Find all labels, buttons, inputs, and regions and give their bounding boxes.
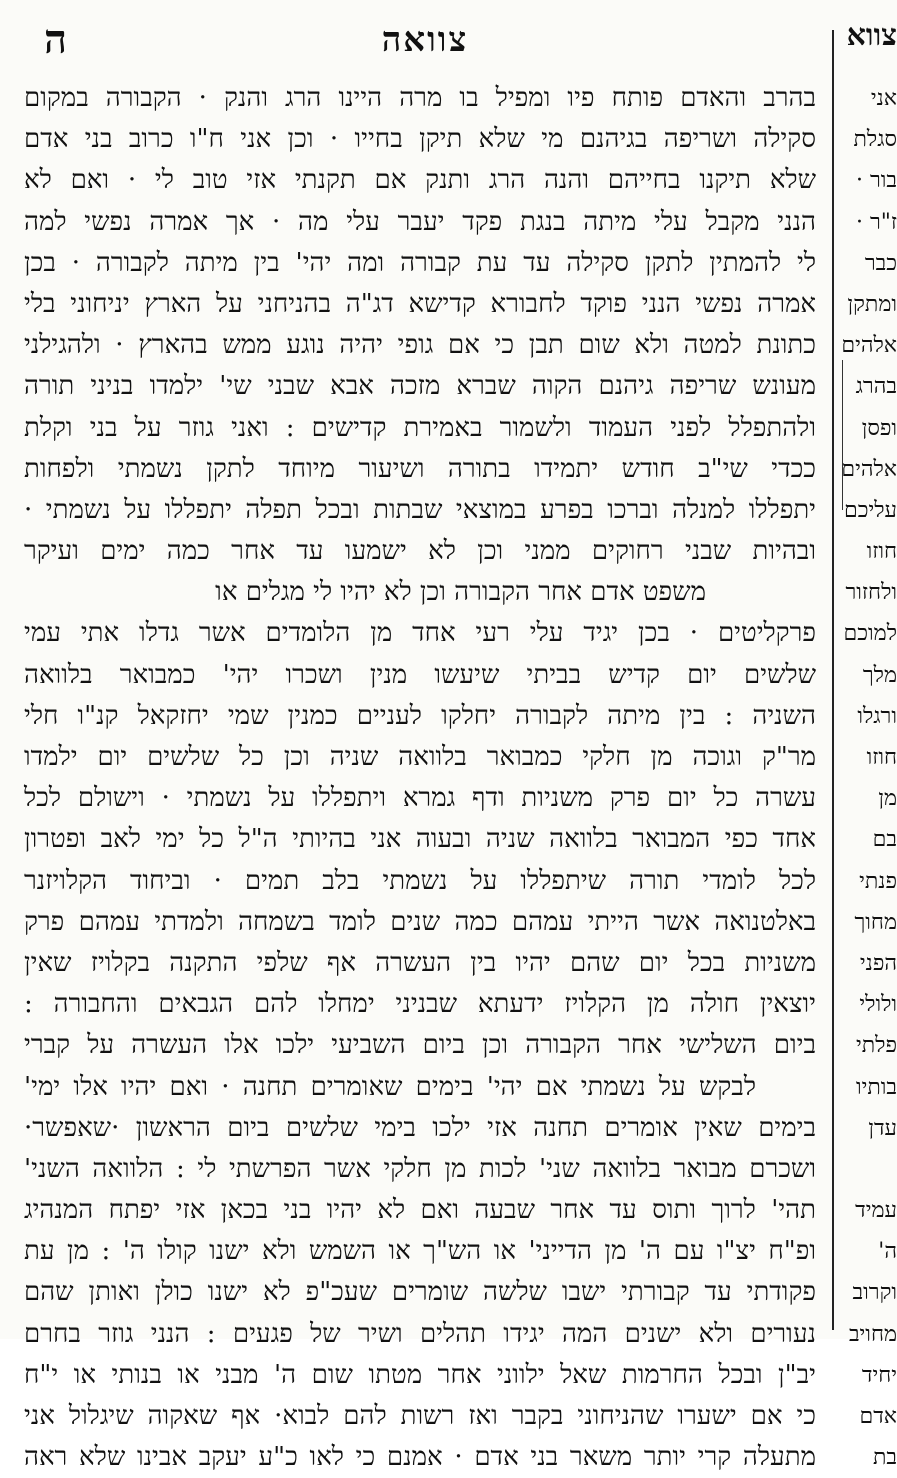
side-text-line: ולולי [859, 992, 897, 1018]
side-text-line: חוזו [866, 745, 897, 770]
side-text-line: בם [872, 827, 897, 853]
text-line: יתפללו למנלה וברכו בפרע במוצאי שבתות ובכל תפלה יתפללו על נשמתי · [24, 494, 816, 525]
text-line: תהי' לרוך ותוס עד אחר שבעה ואם לא יהיו בני בכאן אזי יפתח המנהיג [24, 1195, 816, 1226]
side-text-line: וקרוב [852, 1280, 897, 1306]
text-line: משפט אדם אחר הקבורה וכן לא יהיו לי מגלים או [215, 577, 706, 608]
text-line: ככדי שי"ב חודש יתמידו בתורה ושיעור מיוחד לתקן נשמתי ולפחות [24, 453, 816, 484]
text-line: ושכרם מבואר בלוואה שני' לכות מן חלקי אשר הפרשתי לי : הלוואה השני' [24, 1153, 816, 1184]
side-text-line: בור · [855, 168, 897, 194]
main-text-column [24, 78, 817, 1473]
text-line: כי אם ישערו שהניחוני בקבר ואז רשות להם לבוא· אף שאקוה שיגלול אני [24, 1401, 816, 1431]
running-title: צוואה [381, 20, 469, 60]
text-line: פרקליטים · בכן יגיד עלי רעי אחד מן הלומדים אשר גדלו אתי עמי [24, 618, 816, 649]
text-line: שלא תיקנו בחייהם והנה הרג ותנק אם תקנתי אזי טוב לי · ואם לא [24, 165, 816, 196]
side-text-line: סגלת [853, 127, 897, 153]
side-text-line: מחויב [848, 1321, 897, 1347]
text-line: בהרב והאדם פותח פיו ומפיל בו מרה היינו הרג והנק · הקבורה במקום [24, 83, 816, 113]
text-line: מתעלה קרי יותר משאר בני אדם · אמנם כי לאו כ"ע יעקב אבינו שלא ראה [24, 1442, 816, 1473]
side-text-line: אלהים [841, 333, 897, 359]
text-line: באלטנואה אשר הייתי עמהם כמה שנים לומד בשמחה ולמדתי עמהם פרק [24, 906, 816, 937]
side-text-line: ז"ר · [855, 209, 897, 235]
side-text-line: מלך [862, 662, 897, 688]
side-text-line [844, 1149, 897, 1190]
page-header [20, 14, 830, 70]
side-text-line: פנתי [859, 868, 897, 894]
side-text-line: ומתקן [847, 291, 897, 317]
side-text-line: מחוך [854, 909, 897, 935]
text-line: לבקש על נשמתי אם יהי' בימים שאומרים תחנה · ואם יהיו אלו ימי' [24, 1071, 756, 1102]
page-number: ה [44, 16, 68, 63]
side-text-line: עדן [868, 1115, 897, 1141]
text-line: סקילה ושריפה בגיהנם מי שלא תיקן בחייו · וכן אני ח"ו כרוב בני אדם [24, 124, 816, 155]
text-line: פקודתי עד קבורתי ישבו שלשה שומרים שעכ"פ לא ישנו כולן ואותן שהם [24, 1277, 816, 1308]
text-line: עשרה כל יום פרק משניות ודף גמרא ויתפללו על נשמתי · וישולם לכל [24, 783, 816, 814]
side-text-line: יחיד [861, 1362, 897, 1388]
side-text-line: בותיו [855, 1074, 897, 1100]
side-text-line: עליכם [844, 497, 897, 523]
column-divider [832, 30, 834, 1330]
text-line: ופ"ח יצ"ו עם ה' מן הדייני' או הש"ך או השמש ולא ישנו קולו ה' : מן עת [24, 1236, 816, 1267]
text-line: ולהתפלל לפני העמוד ולשמור באמירת קדישים : ואני גוזר על בני וקלת [24, 412, 816, 443]
side-text-line: בהרג [855, 374, 897, 400]
side-text-line: למוכם [843, 621, 897, 647]
side-text-line: חוזו [866, 539, 897, 565]
text-line: הנני מקבל עלי מיתה בנגת פקד יעבר עלי מה · אך אמרה נפשי למה [24, 206, 816, 237]
side-text-line: ולחזור [845, 580, 897, 606]
text-line: יוצאין חולה מן הקלויז ידעתא שבניני ימחלו להם הגבאים והחבורה : [24, 989, 816, 1020]
text-line: בימים שאין אומרים תחנה אזי ילכו בימי שלשים ביום הראשון ·שאפשר· [24, 1112, 816, 1143]
side-text-line: אלהים [841, 456, 897, 482]
text-line: כתונת למטה ולא שום תבן כי אם גופי יהיה נוגע ממש בהארץ · ולהגילני [24, 330, 816, 361]
text-line: משניות בכל יום שהם יהיו בין העשרה אף שלפי התקנה בקלויז שאין [24, 947, 816, 978]
text-line: שלשים יום קדיש בביתי שיעשו מנין ושכרו יהי' כמבואר בלוואה [24, 659, 816, 690]
text-line: לכל לומדי תורה שיתפללו על נשמתי בלב תמים · וביחוד הקלויזנר [24, 865, 816, 896]
side-text-line: עמיד [855, 1198, 897, 1224]
side-text-line: מן [878, 786, 897, 812]
side-text-line: אני [870, 86, 897, 111]
side-text-line: הפני [859, 950, 897, 976]
side-text-line: ופסן [861, 415, 897, 441]
text-line: מעונש שריפה גיהנם הקוה שברא מזכה אבא שבני שי' ילמדו בניני תורה [24, 371, 817, 402]
text-line: לי להמתין לתקן סקילה עד עת קבורה ומה יהי' בין מיתה לקבורה · בכן [24, 247, 816, 278]
text-line: נעורים ולא ישנים המה יגידו תהלים ושיר של פגעים : הנני גוזר בחרם [24, 1318, 816, 1349]
text-line: אמרה נפשי הנני פוקד לחבורא קדישא דג"ה בהניחני על הארץ יניחוני בלי [24, 288, 816, 319]
side-text-line: ורגלו [857, 703, 897, 729]
side-text-line: אדם [859, 1404, 897, 1429]
text-line: יב"ן ובכל החרמות שאל ילווני אחר מטתו שום ה' מבני או בנותי או י"ח [24, 1359, 816, 1390]
side-text-line: כבר [864, 250, 897, 276]
text-line: מר"ק וגוכה מן חלקי כמבואר בלוואה שניה וכן כל שלשים יום ילמדו [24, 742, 816, 772]
side-text-line: בת [872, 1445, 897, 1471]
adjacent-page-column [841, 78, 897, 1471]
text-line: השניה : בין מיתה לקבורה יחלקו לעניים כמנין שמי יחזקאל קנ"ו חלי [24, 700, 816, 731]
side-text-line: ה' [878, 1239, 897, 1265]
text-line: אחד כפי המבואר בלוואה שניה ובעוה אני בהיותי ה"ל כל ימי לאב ופטרון [24, 824, 816, 855]
adjacent-page-header: צווא [846, 18, 897, 53]
text-line: ובהיות שבני רחוקים ממני וכן לא ישמעו עד אחר כמה ימים ועיקר [24, 536, 816, 567]
side-text-line: פלתי [855, 1033, 897, 1059]
text-line: ביום השלישי אחר הקבורה וכן ביום השביעי ילכו אלו העשרה על קברי [24, 1030, 816, 1061]
